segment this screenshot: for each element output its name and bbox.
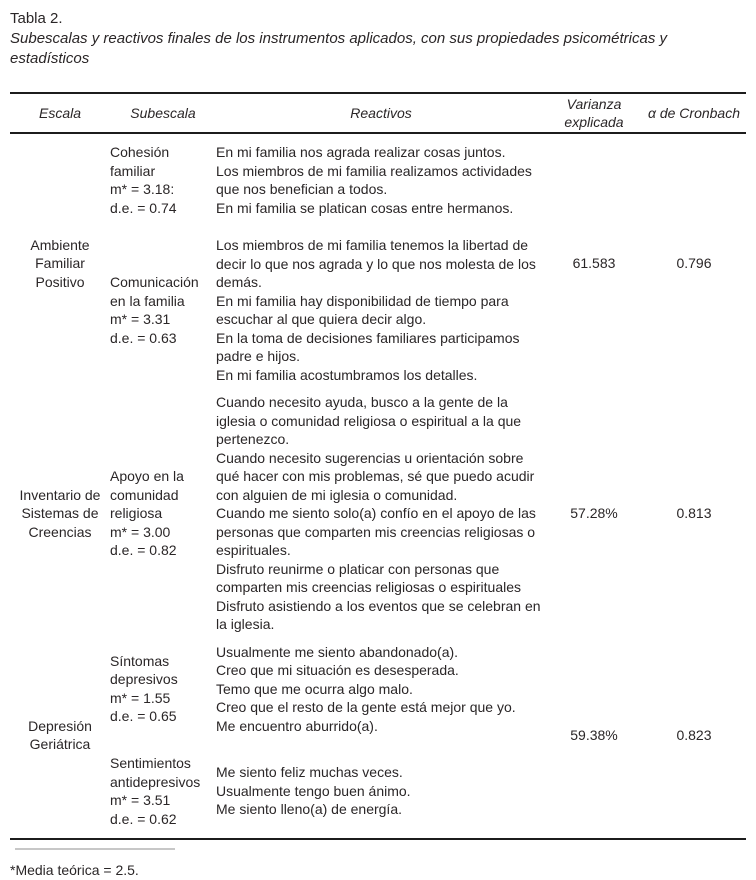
reactivo-item: Creo que mi situación es desesperada. (216, 662, 459, 678)
subescala-group (110, 643, 546, 736)
subescala-group (110, 143, 546, 217)
escala-cell: Ambiente Familiar Positivo (30, 236, 90, 290)
table-row-ambiente-familiar (10, 143, 746, 384)
reactivo-item: En la toma de decisiones familiares participamos padre e hijos. (216, 329, 520, 364)
column-header-reactivos: Reactivos (350, 105, 412, 121)
subescala-group (110, 754, 546, 828)
reactivos-cell (216, 763, 546, 819)
subescala-mean: m* = 3.00 (110, 523, 171, 540)
subescala-cell (110, 273, 216, 347)
reactivo-item: Cuando me siento solo(a) confío en el apoyo de las personas que comparten mis creencias religiosas o espirituales. (216, 505, 536, 558)
table-body (10, 134, 746, 840)
escala-cell: Depresión Geriátrica (28, 717, 92, 753)
alpha-value: 0.813 (676, 505, 712, 521)
cropped-rule-artifact (15, 848, 175, 850)
varianza-value: 57.28% (570, 505, 618, 521)
subescala-mean: m* = 3.31 (110, 311, 171, 327)
reactivo-item: Disfruto asistiendo a los eventos que se celebran en la iglesia. (216, 597, 541, 632)
table-row-sistemas-creencias (10, 393, 746, 634)
subescala-sd: d.e. = 0.74 (110, 199, 177, 216)
reactivo-item: En mi familia acostumbramos los detalles. (216, 366, 478, 383)
subescala-name: Comunicación en la familia (110, 274, 199, 309)
reactivo-item: Creo que el resto de la gente está mejor que yo. (216, 699, 516, 715)
reactivo-item: Usualmente tengo buen ánimo. (216, 782, 411, 799)
subescala-group (110, 393, 546, 634)
column-header-escala: Escala (38, 105, 82, 121)
table-header-row (10, 94, 746, 134)
alpha-value: 0.823 (676, 727, 712, 743)
reactivos-cell (216, 143, 546, 217)
reactivo-item: Temo que me ocurra algo malo. (216, 680, 413, 697)
subescala-cell (110, 652, 216, 726)
subescala-name: Síntomas depresivos (110, 652, 178, 688)
subescala-name: Cohesión familiar (110, 144, 170, 179)
subescala-name: Sentimientos antidepresivos (110, 755, 201, 790)
varianza-value: 59.38% (570, 727, 618, 743)
column-header-alpha: α de Cronbach (647, 105, 741, 121)
reactivo-item: En mi familia se platican cosas entre hermanos. (216, 199, 514, 216)
table-row-depresion-geriatrica (10, 643, 746, 829)
table-label: Tabla 2. (10, 10, 63, 27)
reactivo-item: Me siento lleno(a) de energía. (216, 801, 402, 818)
reactivo-item: Me siento feliz muchas veces. (216, 764, 403, 781)
subescala-mean: m* = 1.55 (110, 689, 171, 706)
reactivos-cell (216, 393, 546, 634)
subescala-sd: d.e. = 0.63 (110, 329, 177, 346)
subescala-sd: d.e. = 0.65 (110, 708, 177, 725)
subescala-name: Apoyo en la comunidad religiosa (110, 468, 184, 521)
subescala-group (110, 236, 546, 384)
subescala-mean: m* = 3.18: (110, 181, 175, 197)
column-header-subescala: Subescala (130, 105, 196, 121)
reactivos-cell (216, 236, 546, 384)
reactivo-item: En mi familia nos agrada realizar cosas juntos. (216, 144, 506, 160)
subescala-cell (110, 143, 216, 217)
reactivo-item: En mi familia hay disponibilidad de tiempo para escuchar al que quiera decir algo. (216, 292, 509, 327)
reactivo-item: Los miembros de mi familia realizamos actividades que nos benefician a todos. (216, 162, 532, 197)
reactivo-item: Cuando necesito ayuda, busco a la gente de la iglesia o comunidad religiosa o espiritual a la que pertenezco. (216, 394, 522, 447)
subescala-sd: d.e. = 0.62 (110, 810, 177, 827)
subescala-sd: d.e. = 0.82 (110, 542, 177, 558)
reactivos-cell (216, 643, 546, 736)
subescala-reactivos-area (110, 143, 546, 384)
subescala-cell (110, 467, 216, 560)
reactivo-item: Usualmente me siento abandonado(a). (216, 643, 459, 660)
table-footnote: *Media teórica = 2.5. (10, 862, 139, 878)
reactivo-item: Cuando necesito sugerencias u orientación sobre qué hacer con mis problemas, sé que puedo acudir con alguien de mi iglesia o comunidad. (216, 449, 535, 503)
column-header-varianza: Varianza explicada (564, 96, 624, 130)
escala-cell: Inventario de Sistemas de Creencias (19, 486, 101, 540)
table (10, 92, 746, 840)
subescala-mean: m* = 3.51 (110, 792, 171, 808)
subescala-reactivos-area (110, 393, 546, 634)
table-subtitle: Subescalas y reactivos finales de los instrumentos aplicados, con sus propiedades psicométricas y estadísticos (10, 30, 667, 67)
reactivo-item: Disfruto reunirme o platicar con personas que comparten mis creencias religiosas o espirituales (216, 560, 522, 595)
subescala-reactivos-area (110, 643, 546, 829)
varianza-value: 61.583 (572, 255, 616, 272)
reactivo-item: Los miembros de mi familia tenemos la libertad de decir lo que nos agrada y lo que nos molesta de los demás. (216, 237, 536, 290)
reactivo-item: Me encuentro aburrido(a). (216, 717, 378, 734)
alpha-value: 0.796 (676, 255, 712, 272)
subescala-cell (110, 754, 216, 828)
